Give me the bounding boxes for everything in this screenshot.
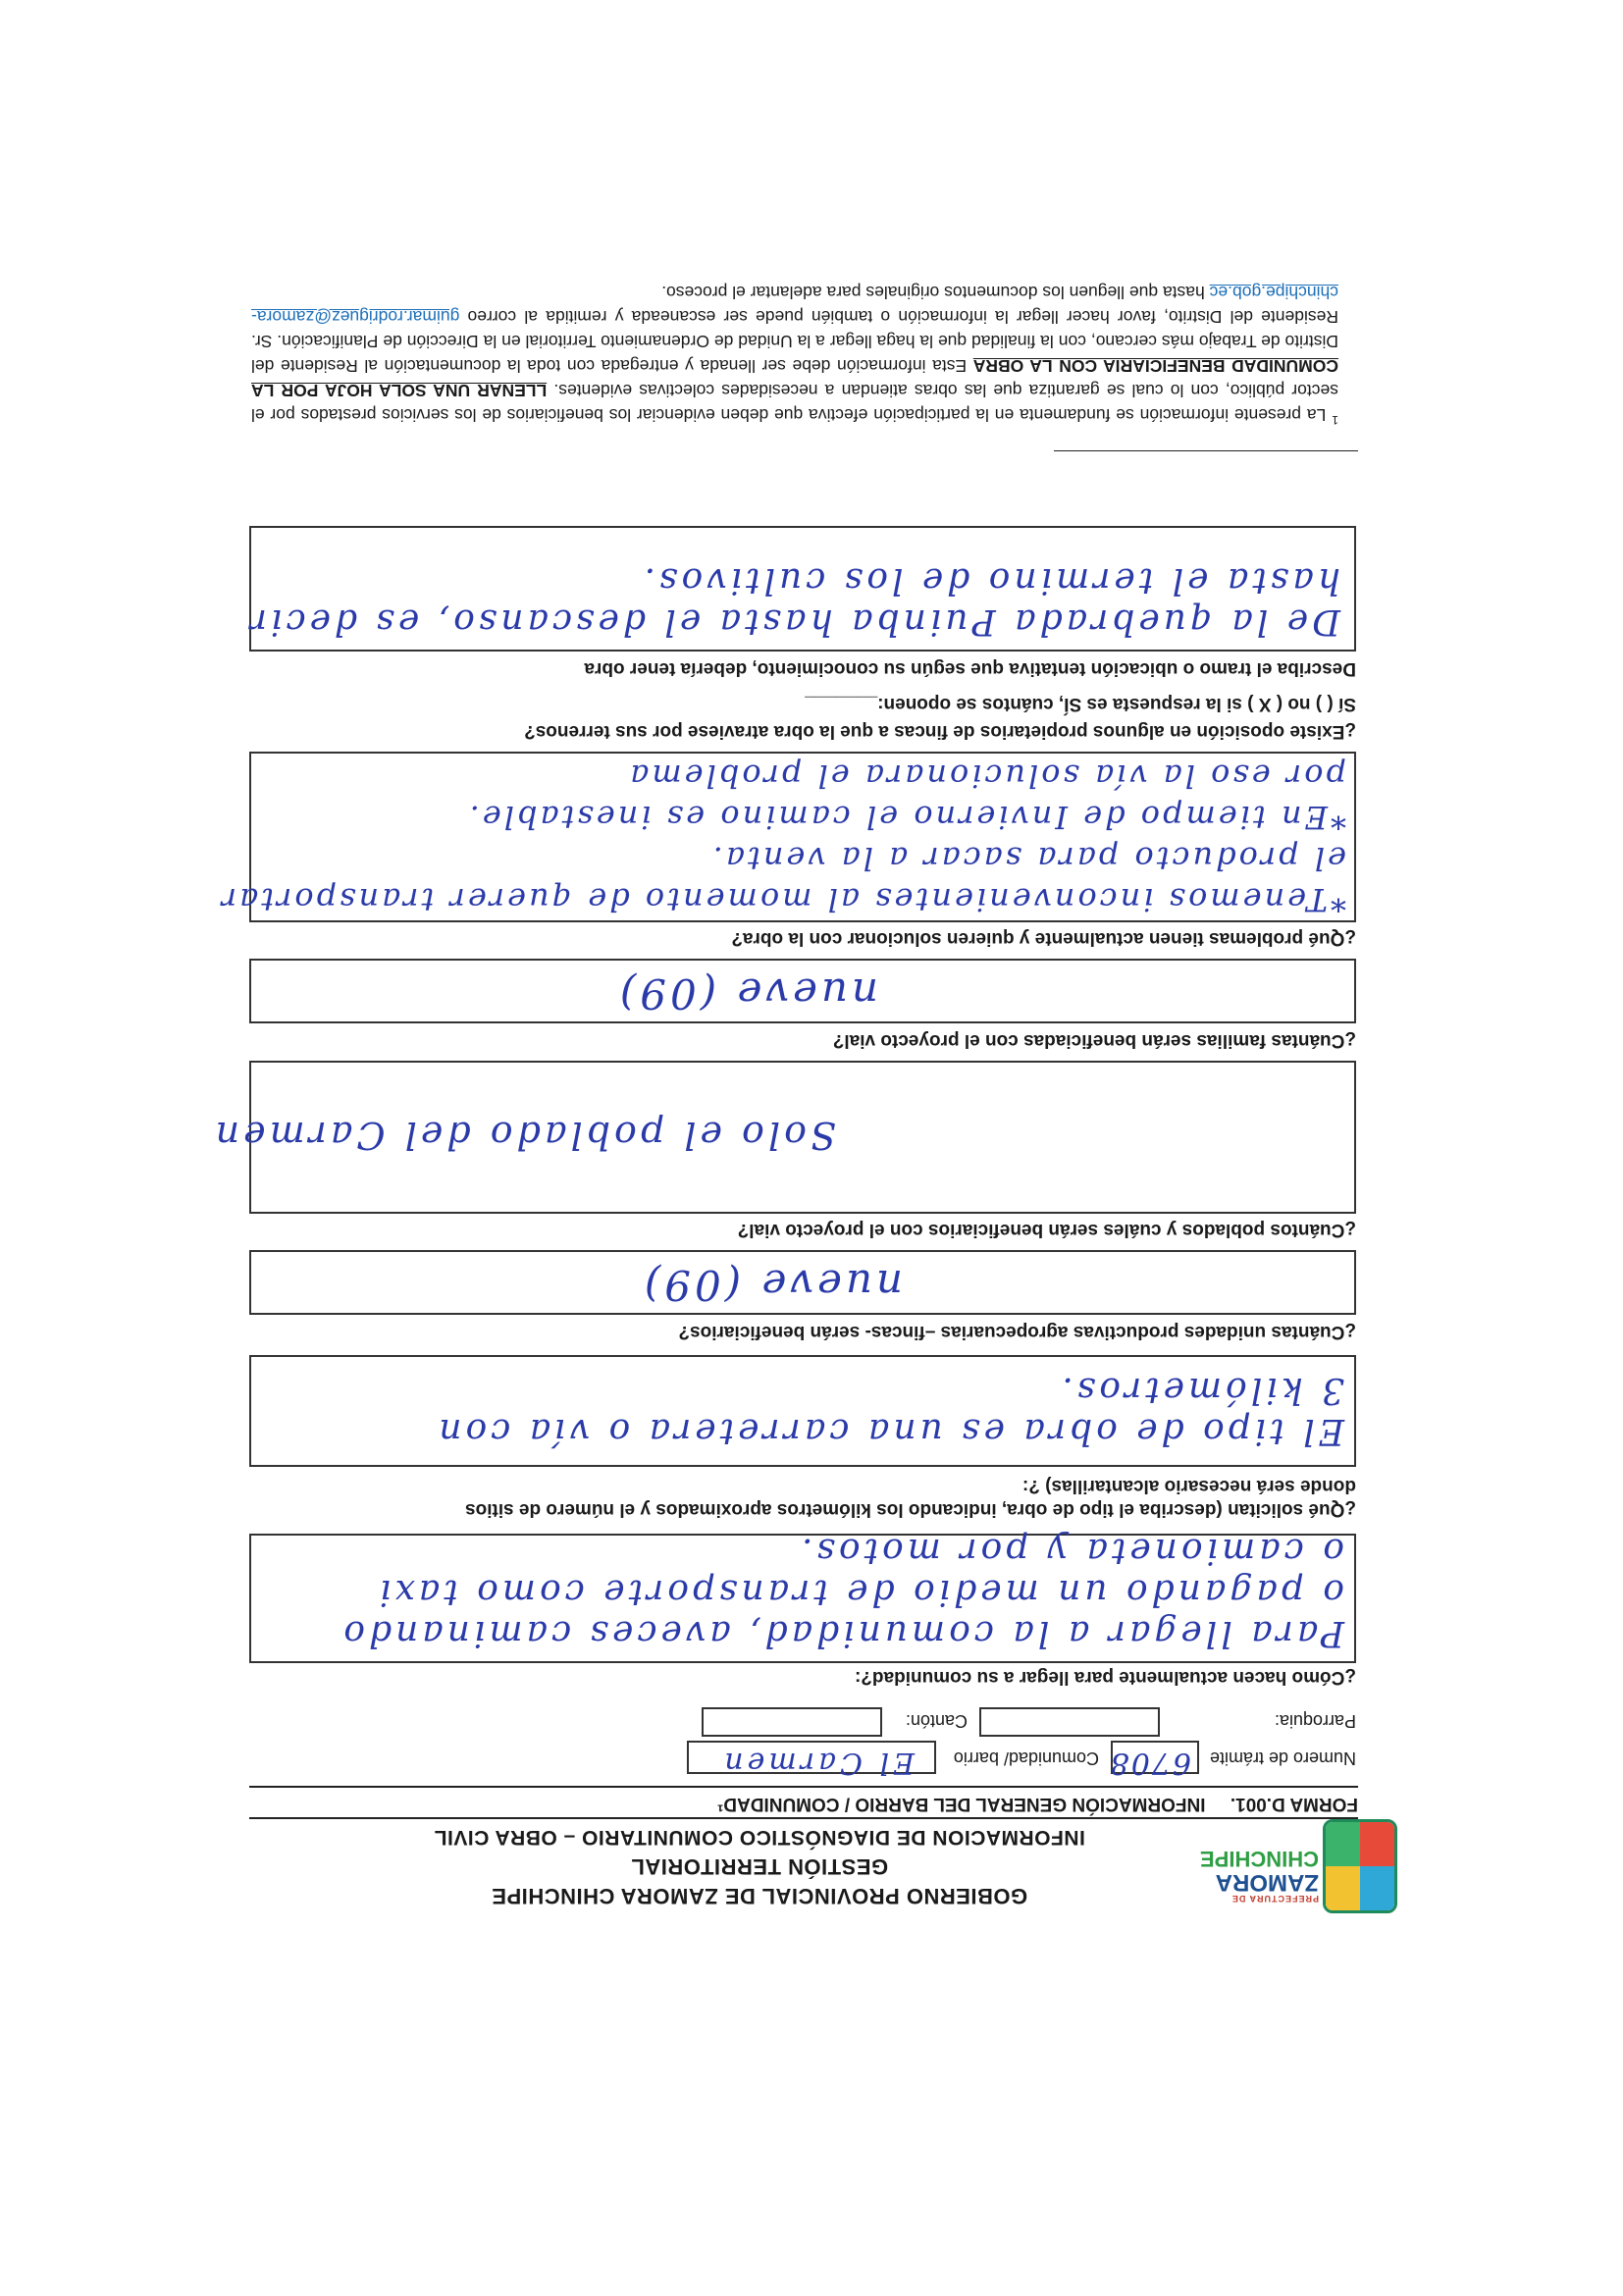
tramite-label: Numero de trámite (1209, 1748, 1356, 1768)
question-fincas: ¿Cuántas unidades productivas agropecuarias –fincas- serán beneficiarios? (678, 1322, 1356, 1342)
logo-emblem-icon (1323, 1819, 1397, 1913)
tramite-value: 6708 (1108, 1746, 1191, 1780)
question-obra-type: ¿Qué solicitan (describa el tipo de obra, indicando los kilómetros aproximados y el número de sitios donde será necesario alcantarillas) ?: (465, 1476, 1356, 1520)
answer-obra-type-box[interactable] (249, 1355, 1356, 1467)
form-code: FORMA D.001. (1230, 1794, 1358, 1814)
header-rule (249, 1817, 1358, 1819)
question-access: ¿Cómo hacen actualmente para llegar a su comunidad?: (854, 1667, 1356, 1688)
footnote-marker: 1 (1332, 413, 1338, 427)
form-heading-rule (249, 1786, 1358, 1788)
oposicion-yes-no[interactable]: Sí ( ) no ( X ) si la respuesta es SÍ, cuántos se oponen:_______ (805, 694, 1356, 714)
footnote-rule (1054, 450, 1358, 451)
tramite-field[interactable] (1108, 1741, 1199, 1780)
logo-line2: CHINCHIPE (1199, 1847, 1319, 1871)
answer-problemas-text: *Tenemos inconvenientes al momento de querer transportar el producto para sacar a la venta. *En tiempo de Invierno el camino es inestable. por eso la vía solucionara el problema (218, 757, 1346, 918)
answer-tramo-box[interactable] (245, 526, 1356, 652)
question-familias: ¿Cuántas familias serán beneficiadas con el proyecto vial? (832, 1030, 1356, 1051)
title-gestion: GESTIÓN TERRITORIAL (630, 1854, 889, 1879)
answer-fincas-text: nueve (09) (640, 1261, 903, 1309)
form-heading (717, 1793, 1358, 1814)
form-heading-text: INFORMACIÓN GENERAL DEL BARRIO / COMUNIDAD¹ (716, 1794, 1206, 1814)
parroquia-field[interactable] (979, 1707, 1160, 1737)
footnote-text2: Esta información debe ser llenada y entregada con toda la documentación al Residente del Distrito de Trabajo más cercano, con la finalidad que la haga llegar a la Unidad de Ordenamiento Territorial en la Dirección de Planificación. Sr. Residente del Distrito, favor hacer llegar la información o también puede ser escaneada y remitida al correo (251, 307, 1338, 377)
question-poblados: ¿Cuántos poblados y cuáles serán beneficiarios con el proyecto vial? (737, 1220, 1356, 1240)
comunidad-label: Comunidad/ barrio (953, 1748, 1099, 1768)
footnote-email-link[interactable]: guimar.rodriguez@zamora-chinchipe.gob.ec (251, 283, 1338, 328)
question-problemas: ¿Qué problemas tienen actualmente y quieren solucionar con la obra? (731, 928, 1356, 949)
answer-problemas-box[interactable] (218, 752, 1356, 922)
logo-line1: ZAMORA (1215, 1869, 1319, 1896)
comunidad-value: El Carmen (720, 1746, 915, 1780)
canton-label: Cantón: (905, 1711, 968, 1731)
parroquia-label: Parroquia: (1274, 1711, 1356, 1731)
canton-field[interactable] (702, 1707, 882, 1737)
title-diagnostico: INFORMACION DE DIAGNÓSTICO COMUNITARIO – OBRA CIVIL (434, 1826, 1085, 1849)
answer-poblados-text: Solo el poblado del Carmen (211, 1114, 836, 1157)
answer-obra-type-text: El tipo de obra es una carretera o vía con 3 kilómetros. (435, 1370, 1344, 1451)
footnote-text1: La presente información se fundamenta en la participación efectiva que deben evidenciar los beneficiarios de los servicios prestados por el sector público, con lo cual se garantiza que las obras atiendan a necesidades colectivas evidentes. (251, 381, 1338, 426)
comunidad-field[interactable] (687, 1741, 936, 1780)
question-oposicion: ¿Existe oposición en algunos propietarios de fincas a que la obra atraviese por sus terrenos? (524, 721, 1356, 742)
question-tramo: Describa el tramo o ubicación tentativa que según su conocimiento, debería tener obra (584, 658, 1356, 679)
logo-pre-text: PREFECTURA DE (1230, 1894, 1319, 1904)
footnote-emphasis: LLENAR UNA SOLA HOJA POR LA COMUNIDAD BENEFICIARIA CON LA OBRA (251, 356, 1338, 401)
answer-tramo-text: De la quebrada Puinba hasta el descanso, es decir hasta el termino de los cultivos. (245, 560, 1340, 642)
answer-familias-text: nueve (09) (615, 969, 878, 1018)
answer-familias-box[interactable] (249, 959, 1356, 1023)
answer-access-box[interactable] (249, 1531, 1356, 1663)
title-gobierno: GOBIERNO PROVINCIAL DE ZAMORA CHINCHIPE (491, 1884, 1028, 1908)
answer-poblados-box[interactable] (211, 1061, 1356, 1214)
answer-fincas-box[interactable] (249, 1250, 1356, 1315)
footnote-text3: hasta que lleguen los documentos originales para adelantar el proceso. (661, 283, 1205, 303)
footnote (251, 280, 1338, 432)
answer-access-text: Para llegar a la comunidad, aveces caminando o pagando un medio de transporte como taxi o camioneta y por motos. (340, 1531, 1344, 1653)
